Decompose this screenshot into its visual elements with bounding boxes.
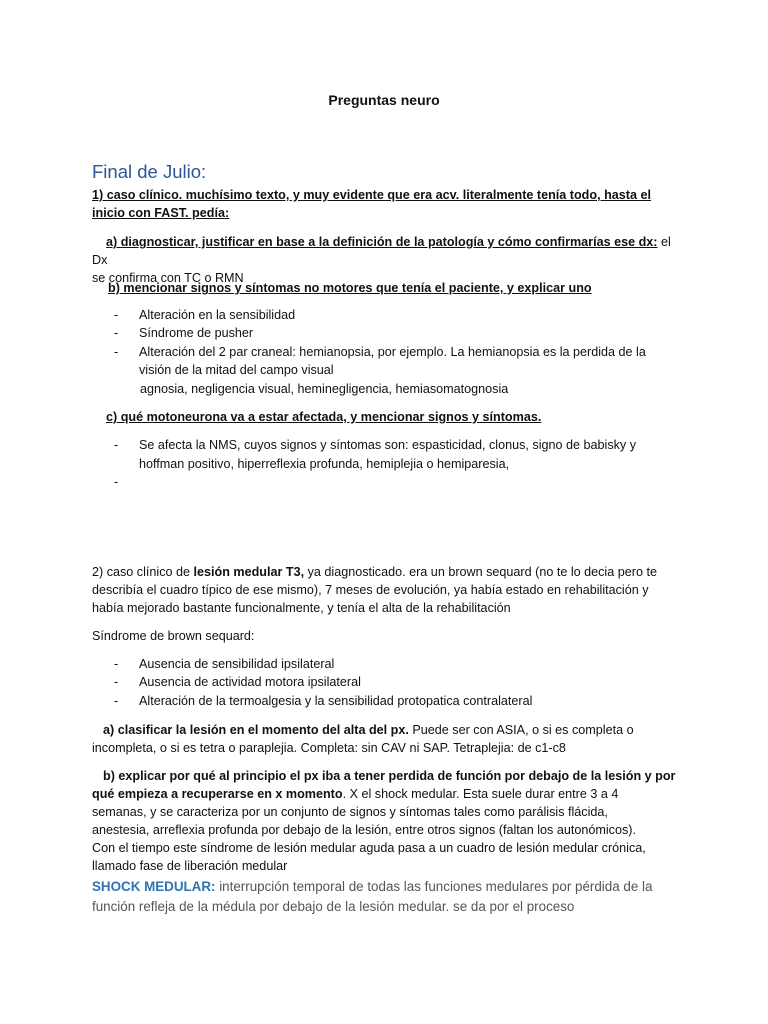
q1-c-label: c) qué motoneurona va a estar afectada, y mencionar signos y síntomas. [106, 410, 542, 424]
list-item-text: Se afecta la NMS, cuyos signos y síntomas son: espasticidad, clonus, signo de babisky y [139, 438, 637, 452]
q2-a-label: a) clasificar la lesión en el momento del alta del px. [103, 723, 409, 737]
q2-a-answer-line2: incompleta, o si es tetra o paraplejia. Completa: sin CAV ni SAP. Tetraplejia: de c1-c8 [92, 741, 566, 755]
bullet-dash: - [114, 694, 119, 708]
bullet-dash: - [114, 438, 119, 452]
q2-b-label-line2: qué empieza a recuperarse en x momento [92, 787, 343, 801]
bullet-dash: - [114, 326, 119, 340]
q1-b [108, 279, 698, 297]
q1-a-label: a) diagnosticar, justificar en base a la definición de la patología y cómo confirmarías ese dx: [106, 235, 658, 249]
list-item-text: Alteración del 2 par craneal: hemianopsia, por ejemplo. La hemianopsia es la perdida de la [139, 345, 646, 359]
q2-syndrome-label [92, 627, 682, 645]
shock-medular-paragraph [92, 877, 682, 917]
q2-intro-bold: lesión medular T3, [193, 565, 305, 579]
list-item-text: Alteración en la sensibilidad [139, 308, 296, 322]
q2-b-answer-line5: llamado fase de liberación medular [92, 859, 288, 873]
q2-b [92, 767, 682, 875]
q1-b-label: b) mencionar signos y síntomas no motores que tenía el paciente, y explicar uno [108, 281, 592, 295]
list-item-text: Alteración de la termoalgesia y la sensibilidad protopatica contralateral [139, 694, 533, 708]
page-title: Preguntas neuro [328, 92, 440, 108]
q2-a [92, 721, 682, 757]
q2-intro [92, 563, 682, 617]
q2-b-answer-line2: semanas, y se caracteriza por un conjunto de signos y síntomas tales como parálisis flácida, [92, 805, 608, 819]
bullet-dash: - [114, 475, 119, 489]
q2-syndrome-label-text: Síndrome de brown sequard: [92, 629, 255, 643]
q1-a-answer-line2: se confirma con TC o RMN [92, 271, 244, 285]
q2-b-answer-line4: Con el tiempo este síndrome de lesión medular aguda pasa a un cuadro de lesión medular crónica, [92, 841, 646, 855]
q1-intro [92, 186, 682, 222]
shock-medular-text-line1: interrupción temporal de todas las funciones medulares por pérdida de la [215, 879, 653, 894]
q2-intro-line3: había mejorado bastante funcionalmente, y tenía el alta de la rehabilitación [92, 601, 511, 615]
q1-b-extra-text: agnosia, negligencia visual, heminegligencia, hemiasomatognosia [140, 382, 509, 396]
list-item-text: hoffman positivo, hiperreflexia profunda, hemiplejia o hemiparesia, [139, 457, 510, 471]
q1-a-answer: el Dx [92, 235, 671, 267]
bullet-dash: - [114, 345, 119, 359]
q2-a-answer: Puede ser con ASIA, o si es completa o [408, 723, 634, 737]
q2-b-answer-line3: anestesia, arreflexia profunda por debajo de la lesión, entre otros signos (faltan los autonómicos). [92, 823, 636, 837]
list-item-text: visión de la mitad del campo visual [139, 363, 334, 377]
shock-medular-text-line2: función refleja de la médula por debajo de la lesión medular. se da por el proceso [92, 899, 575, 914]
q1-c [106, 408, 696, 426]
list-item-text: Ausencia de actividad motora ipsilateral [139, 675, 361, 689]
q1-intro-text: 1) caso clínico. muchísimo texto, y muy evidente que era acv. literalmente tenía todo, hasta el inicio con FAST. pedía: [92, 188, 651, 220]
q2-b-answer-line1: . X el shock medular. Esta suele durar entre 3 a 4 [342, 787, 619, 801]
section-heading: Final de Julio: [92, 161, 207, 182]
q2-intro-line2: describía el cuadro típico de ese mismo), 7 meses de evolución, ya había estado en rehabilitación y [92, 583, 649, 597]
q2-intro-pre: 2) caso clínico de [92, 565, 194, 579]
list-item-text: Síndrome de pusher [139, 326, 254, 340]
q1-b-extra [140, 380, 730, 398]
q2-intro-post: ya diagnosticado. era un brown sequard (no te lo decia pero te [304, 565, 657, 579]
bullet-dash: - [114, 657, 119, 671]
bullet-dash: - [114, 675, 119, 689]
shock-medular-label: SHOCK MEDULAR: [92, 879, 216, 894]
bullet-dash: - [114, 308, 119, 322]
q2-b-label-line1: b) explicar por qué al principio el px iba a tener perdida de función por debajo de la lesión y por [103, 769, 676, 783]
list-item-text: Ausencia de sensibilidad ipsilateral [139, 657, 335, 671]
